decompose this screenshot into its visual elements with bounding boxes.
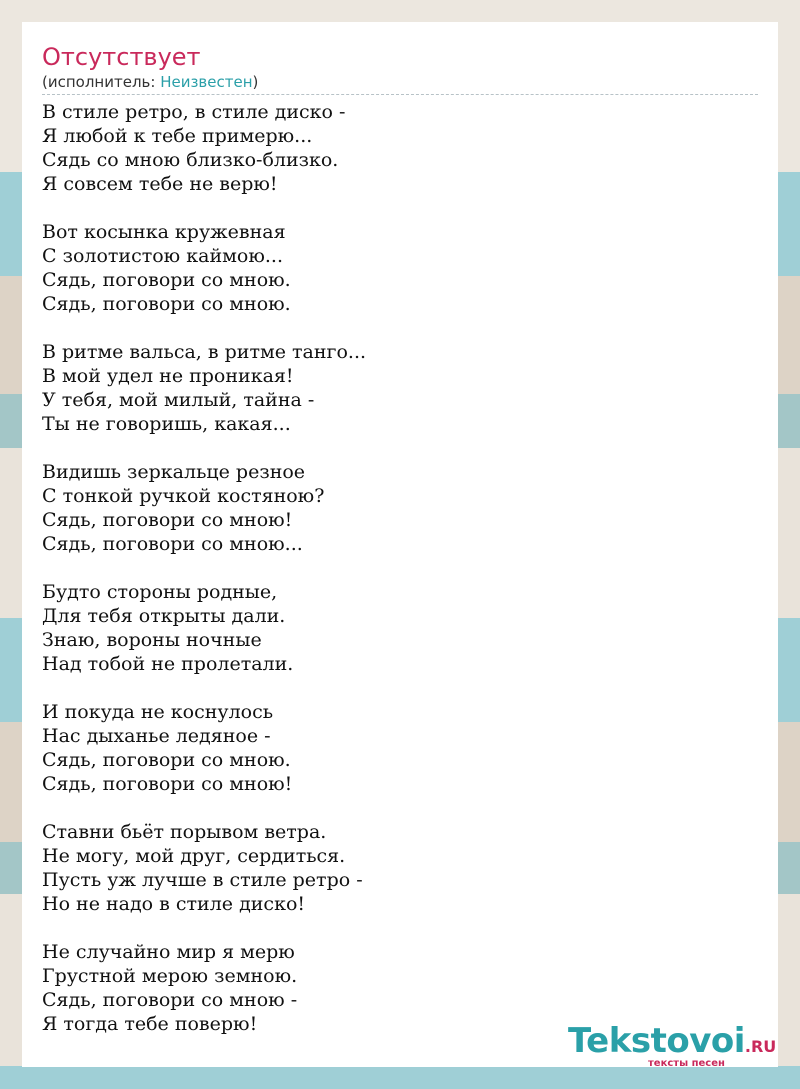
logo-name: Tekstovoi [568, 1021, 745, 1061]
lyric-line: Сядь, поговори со мною! [42, 773, 293, 795]
artist-link[interactable]: Неизвестен [160, 73, 253, 91]
lyric-line: Я любой к тебе примерю... [42, 125, 313, 147]
lyric-line: Но не надо в стиле диско! [42, 893, 306, 915]
lyric-line: Будто стороны родные, [42, 581, 278, 603]
lyric-line: Вот косынка кружевная [42, 221, 286, 243]
lyric-line: Над тобой не пролетали. [42, 653, 294, 675]
stanza [42, 340, 742, 436]
stanza [42, 100, 742, 196]
lyric-line: Не случайно мир я мерю [42, 941, 295, 963]
lyric-line: И покуда не коснулось [42, 701, 274, 723]
lyric-line: Пусть уж лучше в стиле ретро - [42, 869, 363, 891]
lyric-line: У тебя, мой милый, тайна - [42, 389, 315, 411]
stanza [42, 580, 742, 676]
stanza [42, 700, 742, 796]
lyric-line: Грустной мерою земною. [42, 965, 298, 987]
logo-tagline: тексты песен [648, 1058, 725, 1069]
artist-prefix: (исполнитель: [42, 73, 161, 91]
lyric-line: Сядь, поговори со мною - [42, 989, 298, 1011]
lyric-line: Знаю, вороны ночные [42, 629, 262, 651]
artist-suffix: ) [252, 73, 259, 91]
lyric-line: С тонкой ручкой костяною? [42, 485, 325, 507]
lyric-line: В ритме вальса, в ритме танго... [42, 341, 367, 363]
lyric-line: С золотистою каймою... [42, 245, 283, 267]
lyric-line: Не могу, мой друг, сердиться. [42, 845, 346, 867]
lyrics-card [22, 22, 778, 1067]
lyric-line: Для тебя открыты дали. [42, 605, 286, 627]
song-title: Отсутствует [42, 43, 201, 71]
song-header [42, 42, 758, 95]
lyric-line: Видишь зеркальце резное [42, 461, 306, 483]
lyric-line: В мой удел не проникая! [42, 365, 294, 387]
lyric-line: Сядь, поговори со мною! [42, 509, 293, 531]
lyric-line: Я совсем тебе не верю! [42, 173, 278, 195]
lyric-line: Сядь, поговори со мною. [42, 293, 291, 315]
lyric-line: Нас дыханье ледяное - [42, 725, 271, 747]
lyric-line: Ты не говоришь, какая... [42, 413, 291, 435]
stanza [42, 820, 742, 916]
stanza [42, 460, 742, 556]
artist-line [42, 72, 758, 92]
lyric-line: Сядь, поговори со мною. [42, 749, 291, 771]
lyric-line: В стиле ретро, в стиле диско - [42, 101, 346, 123]
lyric-line: Я тогда тебе поверю! [42, 1013, 258, 1035]
lyrics-text [42, 100, 742, 1060]
stanza [42, 220, 742, 316]
lyric-line: Сядь, поговори со мною... [42, 533, 303, 555]
lyric-line: Сядь, поговори со мною. [42, 269, 291, 291]
site-logo[interactable] [568, 1022, 778, 1070]
logo-tld: .RU [744, 1037, 777, 1056]
lyric-line: Сядь со мною близко-близко. [42, 149, 339, 171]
lyric-line: Ставни бьёт порывом ветра. [42, 821, 327, 843]
